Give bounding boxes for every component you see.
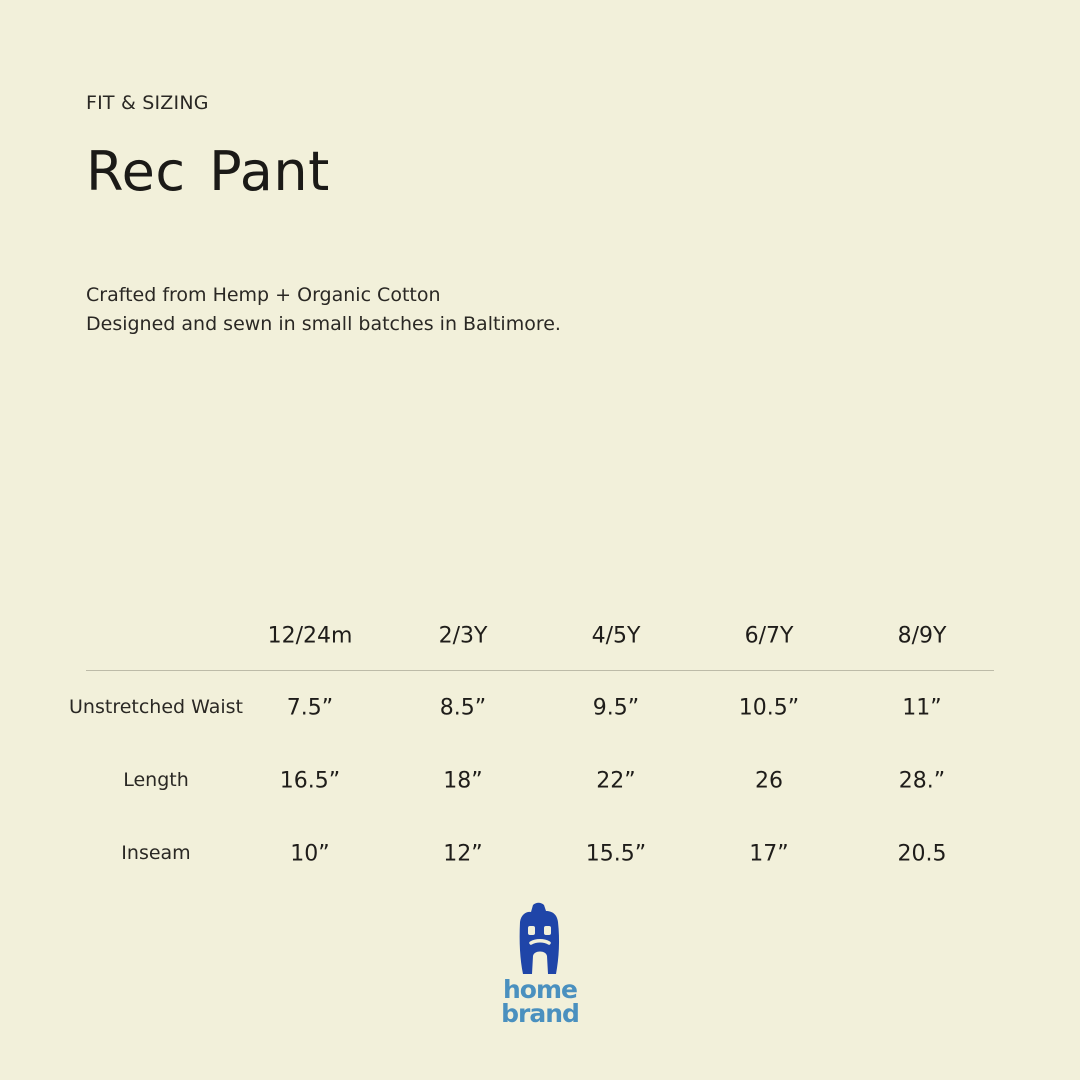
table-cell: 17” [749, 841, 789, 867]
table-cell: 10” [290, 841, 330, 867]
brand-wordmark: home brand [501, 975, 579, 1028]
table-cell: 9.5” [592, 695, 640, 721]
size-header: 2/3Y [438, 623, 488, 649]
table-cell: 7.5” [286, 695, 334, 721]
brand-logo [500, 900, 580, 1035]
table-cell: 16.5” [279, 768, 341, 794]
table-cell: 8.5” [439, 695, 487, 721]
row-label-length: Length [123, 769, 189, 791]
size-header: 6/7Y [744, 623, 794, 649]
table-cell: 10.5” [738, 695, 800, 721]
table-cell: 12” [443, 841, 483, 867]
table-cell: 28.” [898, 768, 946, 794]
size-header: 12/24m [267, 623, 353, 649]
size-header: 4/5Y [591, 623, 641, 649]
row-label-inseam: Inseam [121, 842, 191, 864]
eyebrow-label: FIT & SIZING [86, 92, 209, 114]
row-label-waist: Unstretched Waist [69, 696, 243, 718]
table-cell: 20.5 [897, 841, 947, 867]
table-cell: 18” [443, 768, 483, 794]
size-header: 8/9Y [897, 623, 947, 649]
table-cell: 11” [902, 695, 942, 721]
page-title: Rec Pant [86, 140, 330, 203]
description-line-material: Crafted from Hemp + Organic Cotton [86, 284, 441, 306]
description-line-origin: Designed and sewn in small batches in Baltimore. [86, 313, 561, 335]
table-divider [86, 670, 994, 671]
house-face-icon [500, 900, 580, 976]
table-cell: 15.5” [585, 841, 647, 867]
table-cell: 22” [596, 768, 636, 794]
table-cell: 26 [755, 768, 783, 794]
